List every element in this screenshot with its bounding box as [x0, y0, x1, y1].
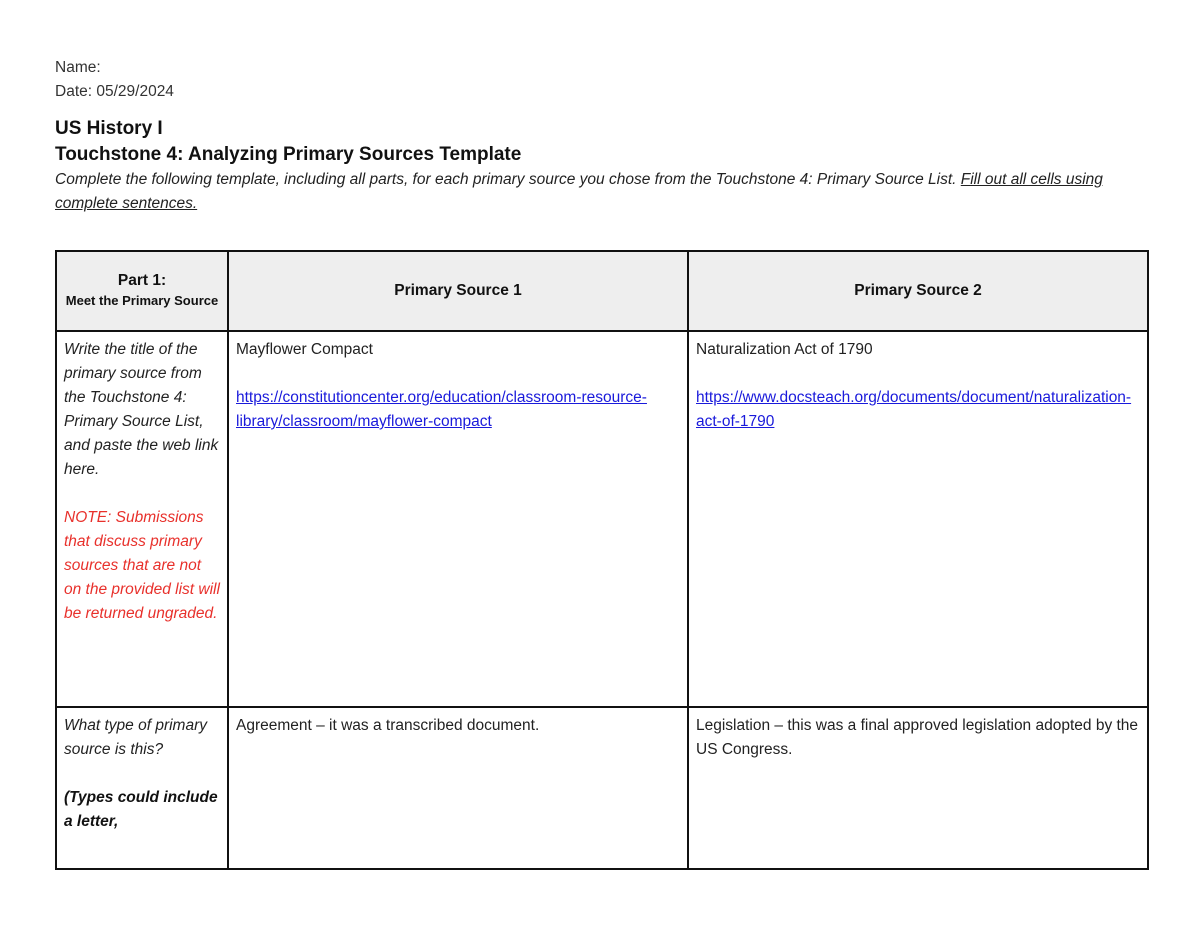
source2-answer: Legislation – this was a final approved legislation adopted by the US Congress. [696, 717, 1139, 758]
source2-title: Naturalization Act of 1790 [696, 341, 873, 358]
course-title: US History I [55, 118, 163, 139]
name-label: Name: [55, 59, 101, 76]
instructions-text: Complete the following template, including all parts, for each primary source you chose from the Touchstone 4: Primary Source List. [55, 171, 961, 188]
instructions [55, 168, 1147, 216]
prompt-cell [56, 331, 228, 707]
part-label: Part 1: [117, 272, 167, 289]
source1-answer-cell[interactable] [228, 707, 688, 869]
page-title: Touchstone 4: Analyzing Primary Sources Template [55, 144, 522, 165]
table-row [56, 707, 1148, 869]
source1-link[interactable]: https://constitutioncenter.org/education/classroom-resource-library/classroom/mayflower-compact [236, 389, 647, 430]
prompt-text: What type of primary source is this? [64, 717, 207, 758]
source2-header: Primary Source 2 [688, 251, 1148, 331]
part-subtitle: Meet the Primary Source [65, 293, 219, 308]
instructions-emphasis: Fill out all cells using complete sentences. [55, 171, 1103, 212]
source2-cell[interactable] [688, 331, 1148, 707]
note-text: NOTE: Submissions that discuss primary sources that are not on the provided list will be returned ungraded. [64, 509, 220, 622]
date-label: Date: 05/29/2024 [55, 83, 174, 100]
source2-link[interactable]: https://www.docsteach.org/documents/document/naturalization-act-of-1790 [696, 389, 1132, 430]
document-header [55, 56, 1147, 216]
source1-answer: Agreement – it was a transcribed document. [236, 717, 540, 734]
primary-source-table [55, 250, 1149, 870]
source1-cell[interactable] [228, 331, 688, 707]
source1-title: Mayflower Compact [236, 341, 373, 358]
table-header-row [56, 251, 1148, 331]
types-hint: (Types could include a letter, [64, 789, 218, 830]
table-row [56, 331, 1148, 707]
source1-header: Primary Source 1 [228, 251, 688, 331]
part-header-cell [56, 251, 228, 331]
prompt-cell [56, 707, 228, 869]
prompt-text: Write the title of the primary source from the Touchstone 4: Primary Source List, and paste the web link here. [64, 341, 219, 478]
source2-answer-cell[interactable] [688, 707, 1148, 869]
